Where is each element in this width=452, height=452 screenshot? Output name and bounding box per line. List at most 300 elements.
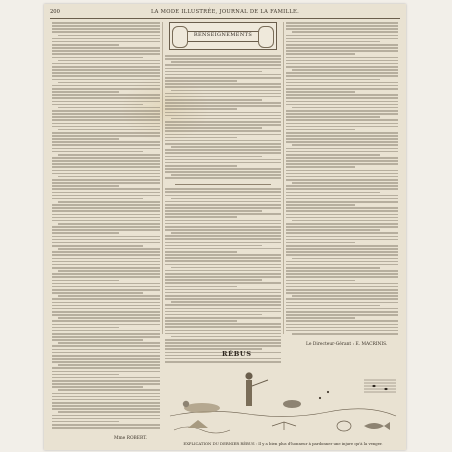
text-line (52, 85, 160, 87)
rebus-figure-head (183, 401, 189, 407)
text-line (165, 248, 281, 250)
text-line (165, 257, 281, 259)
text-line (52, 79, 160, 81)
text-line (165, 330, 281, 332)
text-line (165, 276, 281, 278)
text-line (286, 292, 398, 294)
text-line (165, 201, 281, 203)
rebus-ship (188, 420, 208, 428)
text-line (165, 130, 281, 132)
text-line (52, 119, 160, 121)
text-line (171, 232, 281, 234)
text-line (52, 402, 160, 404)
text-line (171, 146, 281, 148)
text-line (165, 254, 281, 256)
column-rule-right (283, 22, 284, 334)
middle-separator (175, 184, 271, 185)
text-line (171, 90, 281, 92)
text-line (165, 140, 281, 142)
text-line (52, 144, 160, 146)
text-line (286, 119, 398, 121)
text-line (58, 317, 160, 319)
text-line (52, 217, 160, 219)
text-line (165, 168, 281, 170)
text-line (165, 320, 237, 322)
text-line (52, 28, 160, 30)
text-line (165, 339, 281, 341)
text-line (52, 138, 119, 140)
text-line (52, 94, 160, 96)
text-line (52, 97, 160, 99)
text-line (165, 279, 262, 281)
text-line (171, 61, 281, 63)
text-line (52, 289, 160, 291)
text-line (52, 292, 143, 294)
text-line (286, 276, 398, 278)
text-line (171, 301, 281, 303)
text-line (58, 248, 160, 250)
text-line (165, 188, 281, 190)
right-column (286, 22, 398, 336)
text-line (165, 282, 281, 284)
text-line (52, 236, 160, 238)
text-line (286, 236, 398, 238)
text-line (52, 254, 160, 256)
text-line (286, 82, 398, 84)
text-line (52, 66, 160, 68)
text-line (52, 123, 160, 125)
text-line (52, 311, 160, 313)
text-line (52, 110, 160, 112)
text-line (165, 152, 281, 154)
running-head (50, 9, 400, 19)
text-line (286, 226, 398, 228)
text-line (286, 129, 355, 131)
text-line (165, 304, 281, 306)
text-line (286, 317, 355, 319)
text-line (286, 22, 398, 24)
text-line (286, 242, 355, 244)
text-line (52, 25, 160, 27)
text-line (286, 305, 380, 307)
text-line (58, 411, 160, 413)
text-line (286, 91, 355, 93)
text-line (52, 182, 160, 184)
text-line (52, 239, 160, 241)
text-line (286, 160, 398, 162)
text-line (165, 127, 262, 129)
text-line (286, 245, 398, 247)
text-line (165, 326, 281, 328)
text-line (286, 53, 355, 55)
text-line (286, 94, 398, 96)
text-line (286, 302, 398, 304)
text-line (58, 342, 160, 344)
rebus-title: RÉBUS (222, 350, 252, 358)
text-line (165, 74, 281, 76)
text-line (165, 317, 281, 319)
text-line (52, 286, 160, 288)
text-line (165, 96, 281, 98)
text-line (52, 72, 160, 74)
text-line (292, 295, 398, 297)
text-line (286, 173, 398, 175)
text-line (286, 132, 398, 134)
text-line (286, 217, 398, 219)
text-line (286, 308, 398, 310)
banner-ornament-right (258, 26, 274, 48)
text-line (52, 371, 160, 373)
text-line (52, 163, 160, 165)
text-line (165, 55, 281, 57)
text-line (292, 107, 398, 109)
text-line (52, 339, 143, 341)
text-line (52, 101, 160, 103)
text-line (165, 286, 237, 288)
text-line (52, 327, 119, 329)
text-line (165, 102, 281, 104)
text-line (165, 159, 281, 161)
text-line (286, 192, 380, 194)
text-line (165, 333, 281, 335)
text-line (52, 421, 119, 423)
rebus-reclining-figure (184, 403, 220, 413)
text-line (52, 408, 160, 410)
text-line (286, 104, 398, 106)
text-line (286, 41, 380, 43)
text-line (52, 358, 160, 360)
rebus-standing-figure (246, 380, 252, 406)
text-line (286, 154, 380, 156)
right-column-text (286, 22, 398, 336)
text-line (52, 207, 160, 209)
text-line (165, 86, 281, 88)
text-line (52, 314, 160, 316)
text-line (52, 280, 119, 282)
text-line (171, 174, 281, 176)
text-line (165, 295, 281, 297)
text-line (165, 115, 281, 117)
running-title: LA MODE ILLUSTRÉE, JOURNAL DE LA FAMILLE. (150, 9, 300, 15)
text-line (165, 83, 281, 85)
text-line (52, 198, 143, 200)
text-line (58, 201, 160, 203)
text-line (286, 148, 398, 150)
text-line (286, 232, 398, 234)
text-line (52, 302, 160, 304)
text-line (165, 77, 281, 79)
text-line (286, 179, 398, 181)
text-line (52, 367, 160, 369)
text-line (286, 248, 398, 250)
text-line (286, 264, 398, 266)
text-line (286, 314, 398, 316)
text-line (52, 336, 160, 338)
text-line (58, 60, 160, 62)
text-line (286, 267, 380, 269)
left-column-text (52, 22, 160, 430)
text-line (52, 50, 160, 52)
text-line (165, 242, 281, 244)
text-line (286, 138, 398, 140)
text-line (165, 207, 281, 209)
text-line (165, 292, 281, 294)
text-line (292, 220, 398, 222)
text-line (52, 229, 160, 231)
text-line (52, 157, 160, 159)
text-line (165, 220, 281, 222)
text-line (165, 311, 281, 313)
text-line (286, 157, 398, 159)
text-line (52, 38, 160, 40)
text-line (52, 173, 160, 175)
text-line (286, 85, 398, 87)
text-line (52, 305, 160, 307)
text-line (52, 424, 160, 426)
text-line (286, 280, 355, 282)
rebus-bird (272, 422, 296, 430)
text-line (165, 260, 281, 262)
text-line (165, 171, 281, 173)
middle-column (165, 22, 281, 364)
text-line (286, 207, 398, 209)
left-signature: Mme ROBERT. (114, 436, 147, 441)
text-line (171, 336, 281, 338)
text-line (58, 389, 160, 391)
text-line (52, 427, 160, 429)
text-line (286, 188, 398, 190)
text-line (286, 320, 398, 322)
text-line (165, 298, 281, 300)
rebus-illustration (168, 358, 398, 438)
text-line (58, 295, 160, 297)
text-line (52, 91, 119, 93)
text-line (165, 121, 281, 123)
text-line (52, 349, 160, 351)
text-line (165, 93, 281, 95)
text-line (52, 345, 160, 347)
middle-column-text-bottom (165, 188, 281, 364)
text-line (165, 99, 262, 101)
text-line (171, 118, 281, 120)
text-line (286, 270, 398, 272)
text-line (286, 101, 398, 103)
text-line (292, 69, 398, 71)
text-line (165, 264, 281, 266)
text-line (52, 333, 160, 335)
text-line (286, 28, 398, 30)
text-line (52, 355, 160, 357)
text-line (165, 345, 281, 347)
text-line (286, 57, 398, 59)
text-line (165, 64, 281, 66)
text-line (286, 311, 398, 313)
text-line (52, 47, 160, 49)
text-line (165, 216, 237, 218)
text-line (165, 149, 281, 151)
text-line (165, 112, 281, 114)
text-line (58, 129, 160, 131)
text-line (58, 364, 160, 366)
text-line (52, 273, 160, 275)
text-line (165, 226, 281, 228)
text-line (286, 170, 398, 172)
text-line (165, 108, 237, 110)
text-line (165, 270, 281, 272)
text-line (286, 201, 398, 203)
text-line (52, 88, 160, 90)
text-line (58, 176, 160, 178)
text-line (52, 166, 160, 168)
text-line (52, 179, 160, 181)
text-line (286, 324, 398, 326)
text-line (286, 25, 398, 27)
text-line (52, 415, 160, 417)
text-line (165, 273, 281, 275)
text-line (52, 104, 143, 106)
rebus-fish (364, 422, 390, 430)
text-line (165, 134, 281, 136)
text-line (52, 41, 160, 43)
text-line (58, 223, 160, 225)
column-rule-left (162, 22, 163, 334)
page-number: 200 (50, 9, 60, 15)
text-line (52, 352, 160, 354)
text-line (165, 308, 281, 310)
text-line (165, 238, 281, 240)
text-line (286, 273, 398, 275)
rebus-shell (337, 421, 351, 431)
text-line (286, 66, 398, 68)
text-line (52, 160, 160, 162)
rebus-caption: EXPLICATION DU DERNIER RÉBUS : Il y a bien plus d'honneur à pardonner une injure qu'à la venger. (183, 441, 383, 446)
text-line (286, 195, 398, 197)
text-line (165, 235, 281, 237)
text-line (52, 113, 160, 115)
text-line (165, 210, 262, 212)
text-line (58, 154, 160, 156)
text-line (52, 320, 160, 322)
text-line (286, 229, 380, 231)
text-line (286, 126, 398, 128)
text-line (52, 170, 160, 172)
text-line (52, 210, 160, 212)
text-line (52, 251, 160, 253)
text-line (286, 123, 398, 125)
text-line (286, 210, 398, 212)
text-line (286, 298, 398, 300)
text-line (52, 283, 160, 285)
text-line (165, 124, 281, 126)
text-line (52, 53, 160, 55)
text-line (165, 245, 262, 247)
text-line (286, 72, 398, 74)
text-line (52, 418, 160, 420)
text-line (286, 286, 398, 288)
text-line (165, 71, 262, 73)
text-line (286, 113, 398, 115)
text-line (165, 251, 237, 253)
text-line (292, 144, 398, 146)
text-line (286, 166, 355, 168)
text-line (286, 63, 398, 65)
left-column (52, 22, 160, 430)
text-line (165, 213, 281, 215)
text-line (165, 68, 281, 70)
text-line (286, 223, 398, 225)
text-line (292, 333, 398, 335)
text-line (52, 393, 160, 395)
text-line (52, 232, 119, 234)
text-line (171, 267, 281, 269)
rebus-standing-arm (252, 380, 268, 386)
rebus-standing-head (245, 372, 252, 379)
text-line (52, 361, 160, 363)
text-line (52, 258, 160, 260)
text-line (286, 204, 355, 206)
rebus-dot-1 (319, 397, 321, 399)
text-line (286, 135, 398, 137)
text-line (286, 163, 398, 165)
text-line (165, 191, 281, 193)
text-line (52, 330, 160, 332)
text-line (52, 377, 160, 379)
text-line (52, 226, 160, 228)
text-line (165, 223, 281, 225)
text-line (52, 380, 160, 382)
text-line (52, 192, 160, 194)
text-line (286, 198, 398, 200)
text-line (165, 177, 281, 179)
text-line (286, 44, 398, 46)
text-line (286, 214, 398, 216)
text-line (165, 289, 281, 291)
text-line (52, 405, 160, 407)
text-line (286, 251, 398, 253)
text-line (286, 88, 398, 90)
text-line (52, 57, 143, 59)
text-line (286, 79, 380, 81)
text-line (286, 47, 398, 49)
text-line (52, 141, 160, 143)
text-line (171, 198, 281, 200)
text-line (52, 195, 160, 197)
text-line (165, 143, 281, 145)
text-line (286, 97, 398, 99)
text-line (52, 264, 160, 266)
text-line (286, 239, 398, 241)
text-line (286, 141, 398, 143)
text-line (292, 258, 398, 260)
text-line (52, 116, 160, 118)
banner-label: RENSEIGNEMENTS (193, 32, 253, 38)
text-line (52, 132, 160, 134)
magazine-page (44, 4, 406, 450)
text-line (52, 214, 160, 216)
text-line (58, 35, 160, 37)
renseignements-banner (169, 22, 277, 50)
text-line (286, 75, 398, 77)
text-line (52, 185, 119, 187)
text-line (52, 245, 143, 247)
text-line (52, 75, 160, 77)
text-line (52, 396, 160, 398)
text-line (286, 254, 398, 256)
text-line (52, 399, 160, 401)
text-line (165, 165, 237, 167)
text-line (286, 116, 380, 118)
text-line (292, 31, 398, 33)
